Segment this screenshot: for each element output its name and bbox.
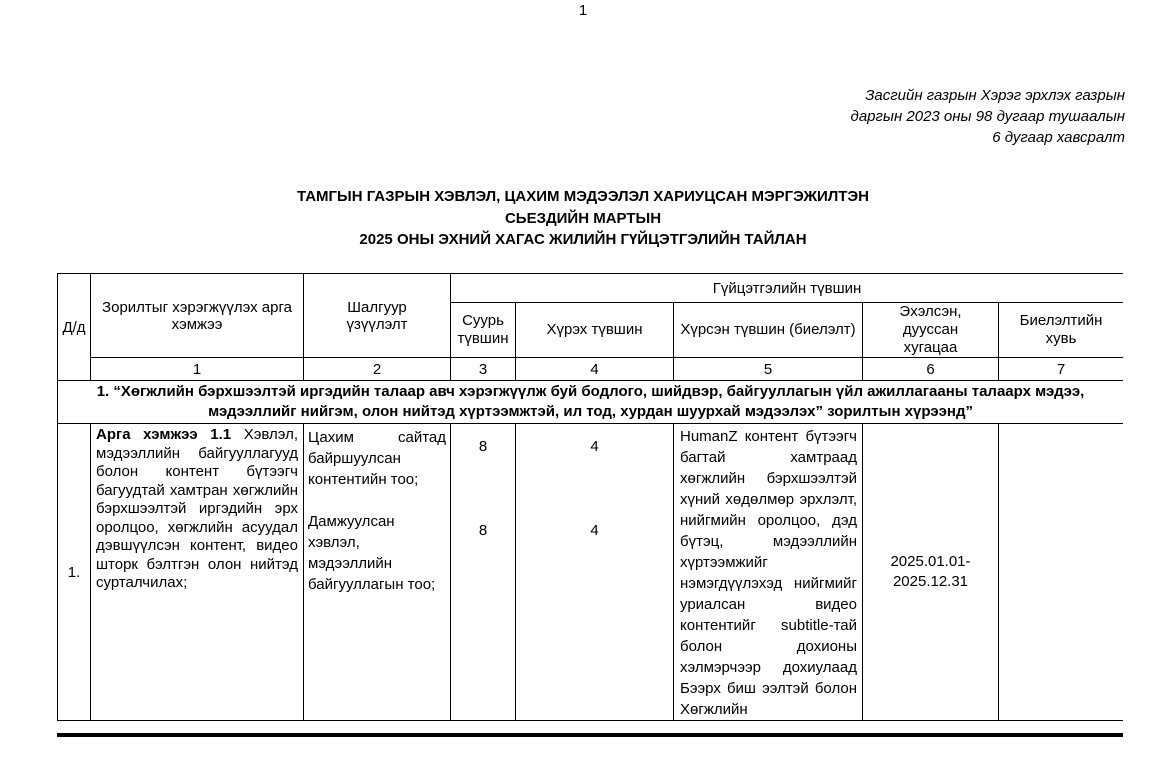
objective-text: 1. “Хөгжлийн бэрхшээлтэй иргэдийн талаар авч хэрэгжүүлж буй бодлого, шийдвэр, байгууллагын үйл ажиллагааны талаарх мэдээ, мэдээллийг нийгэм, олон нийтэд хүртээмжтэй, ил тод, хурдан шуурхай мэдээлэх” зорилтын хүрээнд” xyxy=(96,383,1085,420)
report-title-line: СЬЕЗДИЙН МАРТЫН xyxy=(504,209,662,227)
header-cell-measure: Зорилтыг хэрэгжүүлэх арга хэмжээ xyxy=(91,274,304,358)
cell-achieved-text: HumanZ контент бүтээгч багтай хамтраад хөгжлийн бэрхшээлтэй хүний хөдөлмөр эрхлэлт, нийгмийн оролцоо, дэд бүтэц, мэдээллийн хүртээмжийг нэмэгдүүлэхэд нийгмийг уриалсан видео контентийг subtitle-тай болон дохионы хэлмэрчээр дохиулаад Бээрх биш ээлтэй болон Хөгжлийн xyxy=(674,424,863,721)
report-title-line: 2025 ОНЫ ЭХНИЙ ХАГАС ЖИЛИЙН ГҮЙЦЭТГЭЛИЙН ТАЙЛАН xyxy=(359,231,807,248)
column-number: 7 xyxy=(999,358,1124,381)
cell-percent xyxy=(999,424,1124,721)
column-number: 2 xyxy=(304,358,451,381)
column-number: 3 xyxy=(451,358,516,381)
cell-baseline-values xyxy=(451,424,516,721)
header-cell-percent: Биелэлтийн хувь xyxy=(999,303,1124,358)
header-cell-indicator: Шалгуур үзүүлэлт xyxy=(304,274,451,358)
measure-text: Хэвлэл, мэдээллийн байгууллагууд болон контент бүтээгч багуудтай хамтран хөгжлийн бэрхшээлтэй иргэдийн эрх оролцоо, хөгжлийн асуудал дэвшүүлсэн контент, видео шторк бэлтгэн олон нийтэд сурталчилах; xyxy=(96,426,298,591)
header-cell-performance-group: Гүйцэтгэлийн түвшин xyxy=(451,274,1124,303)
cell-row-number: 1. xyxy=(58,424,91,721)
page-number: 1 xyxy=(578,2,588,19)
column-number: 1 xyxy=(91,358,304,381)
performance-table xyxy=(57,273,1123,737)
header-cell-target: Хүрэх түвшин xyxy=(516,303,674,358)
header-cell-achieved: Хүрсэн түвшин (биелэлт) xyxy=(674,303,863,358)
baseline-value: 8 xyxy=(478,522,488,539)
legal-annotation xyxy=(851,85,1125,148)
table-row xyxy=(58,424,1124,721)
header-cell-period: Эхэлсэн, дууссан хугацаа xyxy=(863,303,999,358)
annotation-line: Засгийн газрын Хэрэг эрхлэх газрын xyxy=(865,87,1125,104)
header-cell-baseline: Суурь түвшин xyxy=(451,303,516,358)
column-number: 5 xyxy=(674,358,863,381)
page-break-border xyxy=(57,733,1123,737)
cell-period: 2025.01.01-2025.12.31 xyxy=(863,424,999,721)
cell-target-values xyxy=(516,424,674,721)
header-cell-num: Д/д xyxy=(58,274,91,381)
report-title xyxy=(0,186,1166,251)
column-number: 6 xyxy=(863,358,999,381)
measure-label: Арга хэмжээ 1.1 xyxy=(96,426,232,443)
indicator-item: Цахим сайтад байршуулсан контентийн тоо; xyxy=(308,429,446,488)
cell-measure xyxy=(91,424,304,721)
indicator-item: Дамжуулсан хэвлэл, мэдээллийн байгууллагын тоо; xyxy=(308,513,436,593)
target-value: 4 xyxy=(590,522,599,539)
target-value: 4 xyxy=(590,438,599,455)
annotation-line: 6 дугаар хавсралт xyxy=(992,129,1125,146)
annotation-line: даргын 2023 оны 98 дугаар тушаалын xyxy=(850,108,1125,125)
baseline-value: 8 xyxy=(478,438,488,455)
objective-row xyxy=(58,381,1124,424)
cell-indicators xyxy=(304,424,451,721)
column-number: 4 xyxy=(516,358,674,381)
report-title-line: ТАМГЫН ГАЗРЫН ХЭВЛЭЛ, ЦАХИМ МЭДЭЭЛЭЛ ХАРИУЦСАН МЭРГЭЖИЛТЭН xyxy=(297,188,869,205)
